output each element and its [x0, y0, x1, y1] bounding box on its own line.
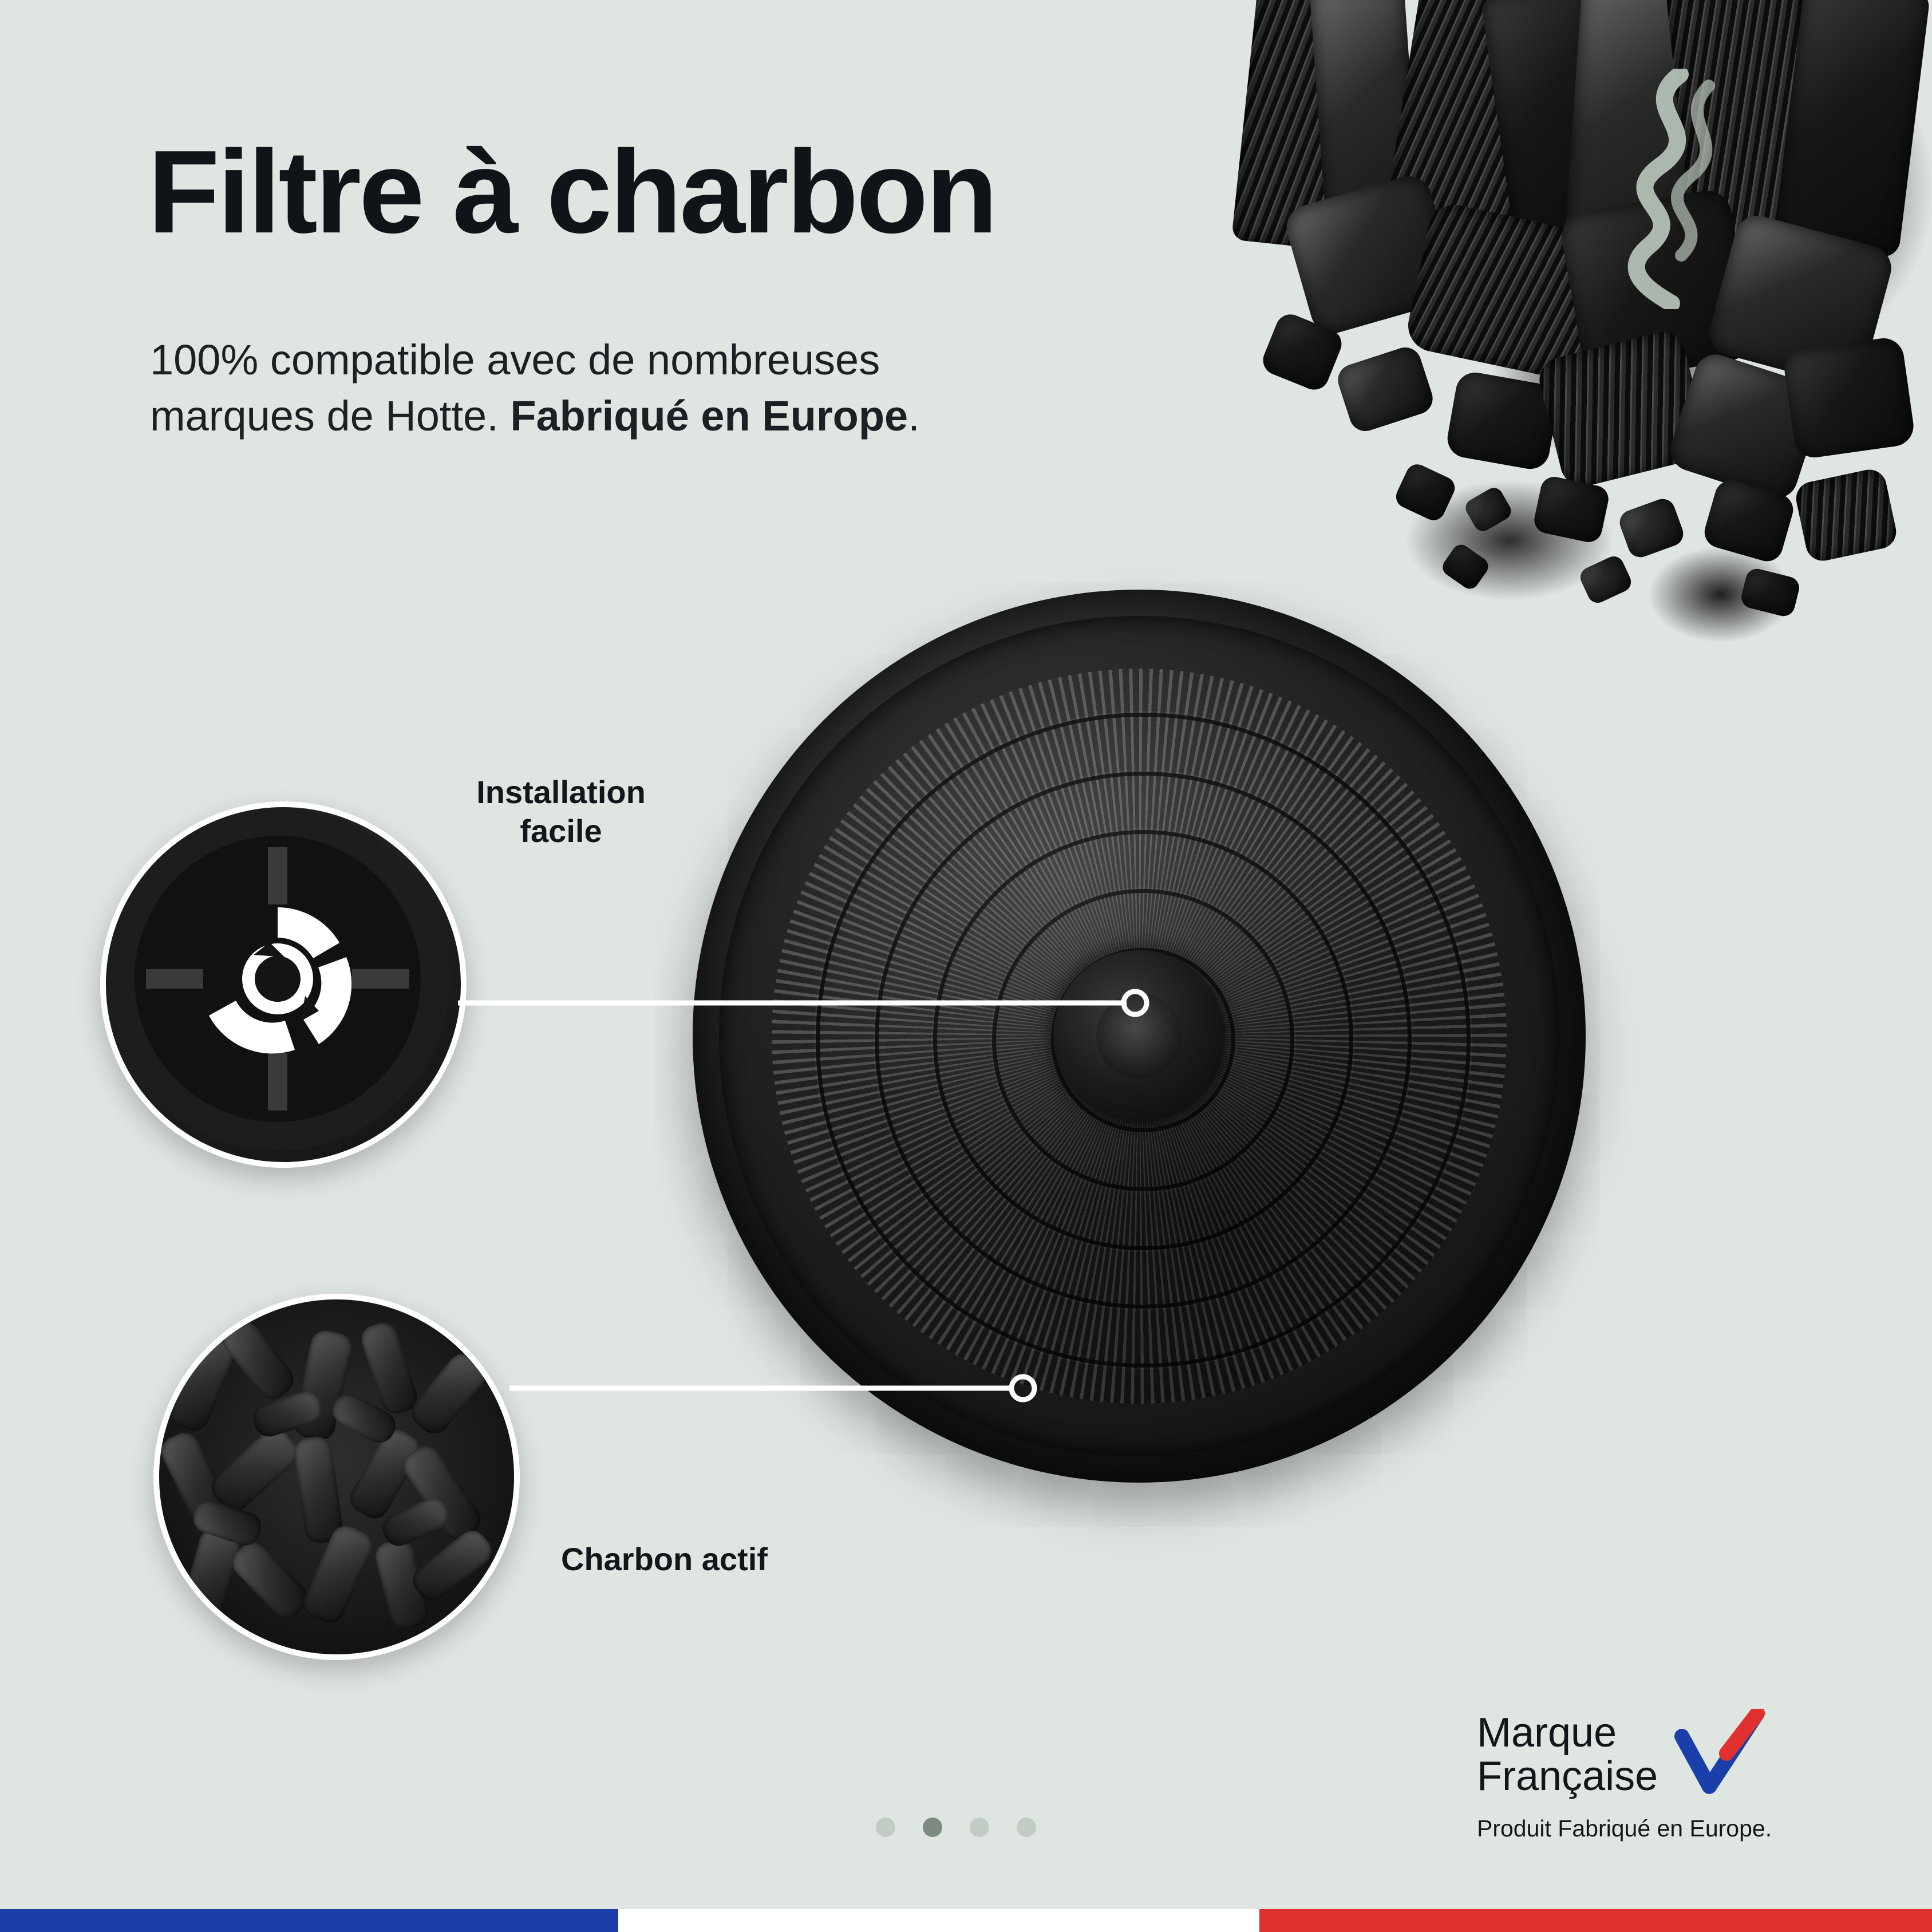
- brand-subtitle: Produit Fabriqué en Europe.: [1477, 1815, 1772, 1842]
- page-title: Filtre à charbon: [148, 126, 996, 258]
- filter-center-hub: [1053, 950, 1225, 1122]
- carousel-dot-2[interactable]: [923, 1818, 942, 1837]
- french-flag-bar: [0, 1909, 1932, 1932]
- brand-name-line2: Française: [1477, 1753, 1658, 1799]
- flag-segment-white: [618, 1909, 1259, 1932]
- subtitle-line2-prefix: marques de Hotte.: [150, 392, 511, 440]
- filter-outer-body: [693, 590, 1586, 1483]
- callout-bubble-charbon-actif: [153, 1294, 520, 1660]
- filter-mount-clip-icon: [106, 807, 449, 1151]
- brand-badge-row: [1477, 1709, 1878, 1800]
- french-check-icon: [1672, 1709, 1769, 1800]
- subtitle-line1: 100% compatible avec de nombreuses: [150, 336, 880, 384]
- subtitle-line2-suffix: .: [908, 392, 920, 440]
- carbon-pellet: [405, 1348, 491, 1440]
- carousel-dot-1[interactable]: [876, 1818, 895, 1837]
- carbon-pellet: [226, 1536, 313, 1624]
- brand-badge: [1477, 1709, 1878, 1842]
- callout-label-installation-line2: facile: [520, 813, 602, 850]
- callout-label-charbon: Charbon actif: [561, 1541, 768, 1577]
- callout-label-installation: [435, 773, 687, 851]
- filter-center-hub-inner: [1096, 993, 1182, 1079]
- callout-label-installation-line1: Installation: [476, 774, 646, 810]
- carousel-dot-4[interactable]: [1017, 1818, 1036, 1837]
- carousel-dot-3[interactable]: [970, 1818, 989, 1837]
- flag-segment-red: [1259, 1909, 1932, 1932]
- subtitle-line2-bold: Fabriqué en Europe: [510, 392, 908, 440]
- product-image-carbon-filter: [647, 572, 1643, 1603]
- brand-name-line1: Marque: [1477, 1709, 1617, 1756]
- flag-segment-blue: [0, 1909, 618, 1932]
- carousel-dots[interactable]: [876, 1818, 1036, 1837]
- charcoal-chunk: [1782, 335, 1916, 460]
- brand-name: [1477, 1711, 1658, 1799]
- callout-bubble-installation: [100, 801, 467, 1168]
- filter-rim: [719, 616, 1559, 1456]
- subtitle: [150, 332, 1135, 445]
